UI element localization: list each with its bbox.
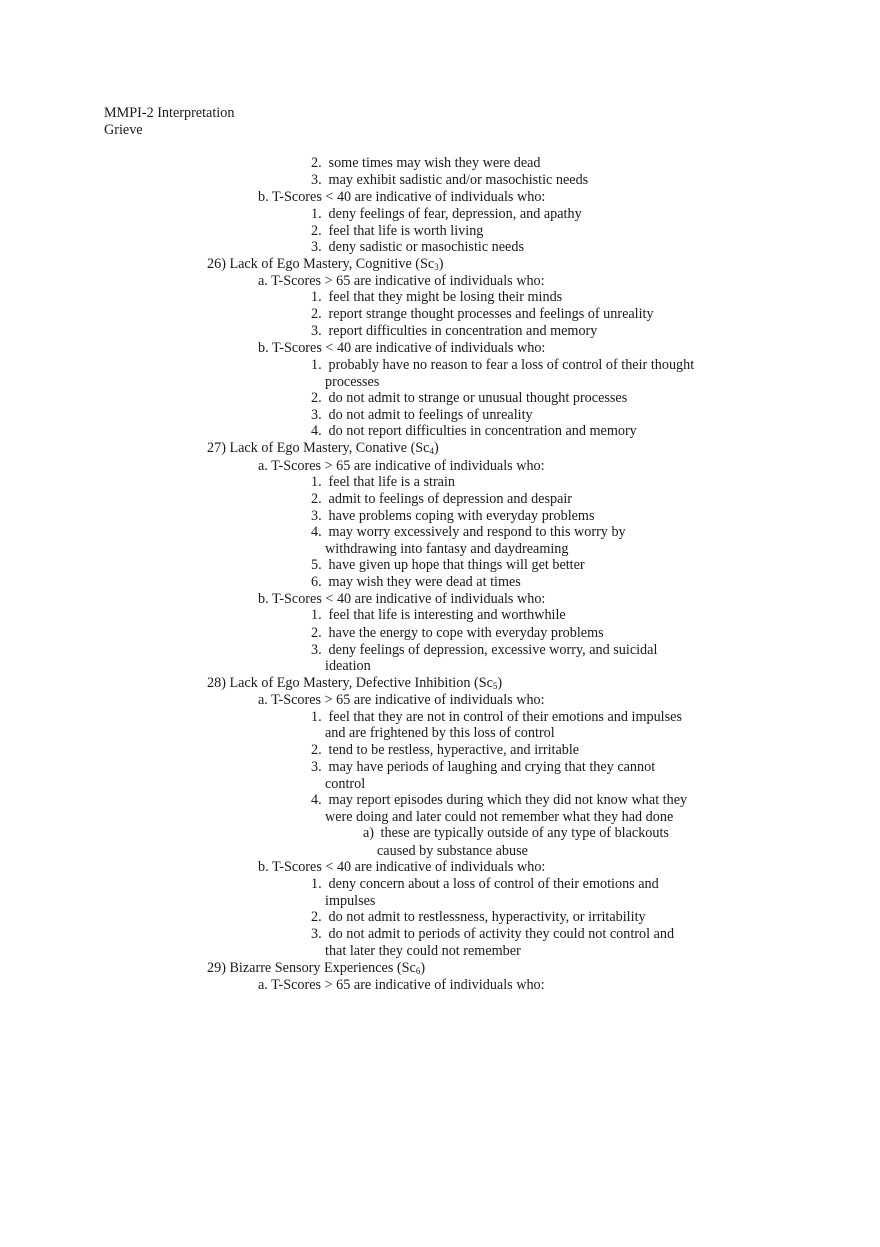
- list-item-continuation: processes: [325, 374, 380, 390]
- list-item: 1. feel that life is a strain: [311, 474, 456, 490]
- subsection-heading: a. T-Scores > 65 are indicative of individuals who:: [258, 692, 545, 708]
- list-item: 1. feel that life is interesting and worthwhile: [311, 607, 566, 623]
- list-item: 5. have given up hope that things will get better: [311, 557, 585, 573]
- list-item: 2. admit to feelings of depression and despair: [311, 491, 573, 507]
- list-item: 4. may report episodes during which they did not know what they: [311, 792, 688, 808]
- list-item: 2. do not admit to strange or unusual thought processes: [311, 390, 628, 406]
- list-item: 3. do not admit to periods of activity they could not control and: [311, 926, 675, 942]
- section-heading-28: 28) Lack of Ego Mastery, Defective Inhibition $(Sc_5)$: [207, 675, 503, 691]
- list-item: 1. feel that they might be losing their minds: [311, 289, 563, 305]
- list-item: 2. some times may wish they were dead: [311, 155, 541, 171]
- document-author: Grieve: [104, 122, 143, 138]
- subsection-heading: b. T-Scores < 40 are indicative of individuals who:: [258, 859, 546, 875]
- list-item: 3. deny feelings of depression, excessive worry, and suicidal: [311, 642, 658, 658]
- list-item: 6. may wish they were dead at times: [311, 574, 521, 590]
- section-heading-27: 27) Lack of Ego Mastery, Conative $(Sc_4)$: [207, 440, 439, 456]
- subsection-heading: a. T-Scores > 65 are indicative of individuals who:: [258, 977, 545, 993]
- list-item: 1. probably have no reason to fear a loss of control of their thought: [311, 357, 695, 373]
- list-item: 3. may exhibit sadistic and/or masochistic needs: [311, 172, 589, 188]
- list-item: 2. have the energy to cope with everyday problems: [311, 625, 604, 641]
- list-item: 2. tend to be restless, hyperactive, and irritable: [311, 742, 580, 758]
- list-item-continuation: and are frightened by this loss of control: [325, 725, 555, 741]
- section-heading-26: 26) Lack of Ego Mastery, Cognitive $(Sc_3)$: [207, 256, 444, 272]
- list-item: 2. report strange thought processes and feelings of unreality: [311, 306, 654, 322]
- list-item-continuation: withdrawing into fantasy and daydreaming: [325, 541, 569, 557]
- list-item-continuation: that later they could not remember: [325, 943, 521, 959]
- list-item: 2. do not admit to restlessness, hyperactivity, or irritability: [311, 909, 646, 925]
- subsection-heading: a. T-Scores > 65 are indicative of individuals who:: [258, 458, 545, 474]
- list-item: 4. do not report difficulties in concentration and memory: [311, 423, 637, 439]
- subsection-heading: b. T-Scores < 40 are indicative of individuals who:: [258, 591, 546, 607]
- list-item: 1. deny feelings of fear, depression, and apathy: [311, 206, 582, 222]
- section-heading-29: 29) Bizarre Sensory Experiences $(Sc_6)$: [207, 960, 426, 976]
- list-item: 3. report difficulties in concentration and memory: [311, 323, 598, 339]
- subsection-heading: a. T-Scores > 65 are indicative of individuals who:: [258, 273, 545, 289]
- document-title: MMPI-2 Interpretation: [104, 105, 235, 121]
- list-item-continuation: ideation: [325, 658, 371, 674]
- subsection-heading: b. T-Scores < 40 are indicative of individuals who:: [258, 189, 546, 205]
- list-item-continuation: impulses: [325, 893, 376, 909]
- list-item: 3. may have periods of laughing and crying that they cannot: [311, 759, 656, 775]
- list-item: 4. may worry excessively and respond to this worry by: [311, 524, 626, 540]
- subsection-heading: b. T-Scores < 40 are indicative of individuals who:: [258, 340, 546, 356]
- list-item-continuation: control: [325, 776, 366, 792]
- list-item: 3. do not admit to feelings of unreality: [311, 407, 533, 423]
- list-item: 3. have problems coping with everyday problems: [311, 508, 595, 524]
- list-item: 1. feel that they are not in control of their emotions and impulses: [311, 709, 682, 725]
- list-item: 2. feel that life is worth living: [311, 223, 484, 239]
- list-item-continuation: were doing and later could not remember what they had done: [325, 809, 674, 825]
- list-item-continuation: caused by substance abuse: [377, 843, 528, 859]
- list-item: 1. deny concern about a loss of control of their emotions and: [311, 876, 659, 892]
- sub-list-item: a) these are typically outside of any type of blackouts: [363, 825, 669, 841]
- list-item: 3. deny sadistic or masochistic needs: [311, 239, 524, 255]
